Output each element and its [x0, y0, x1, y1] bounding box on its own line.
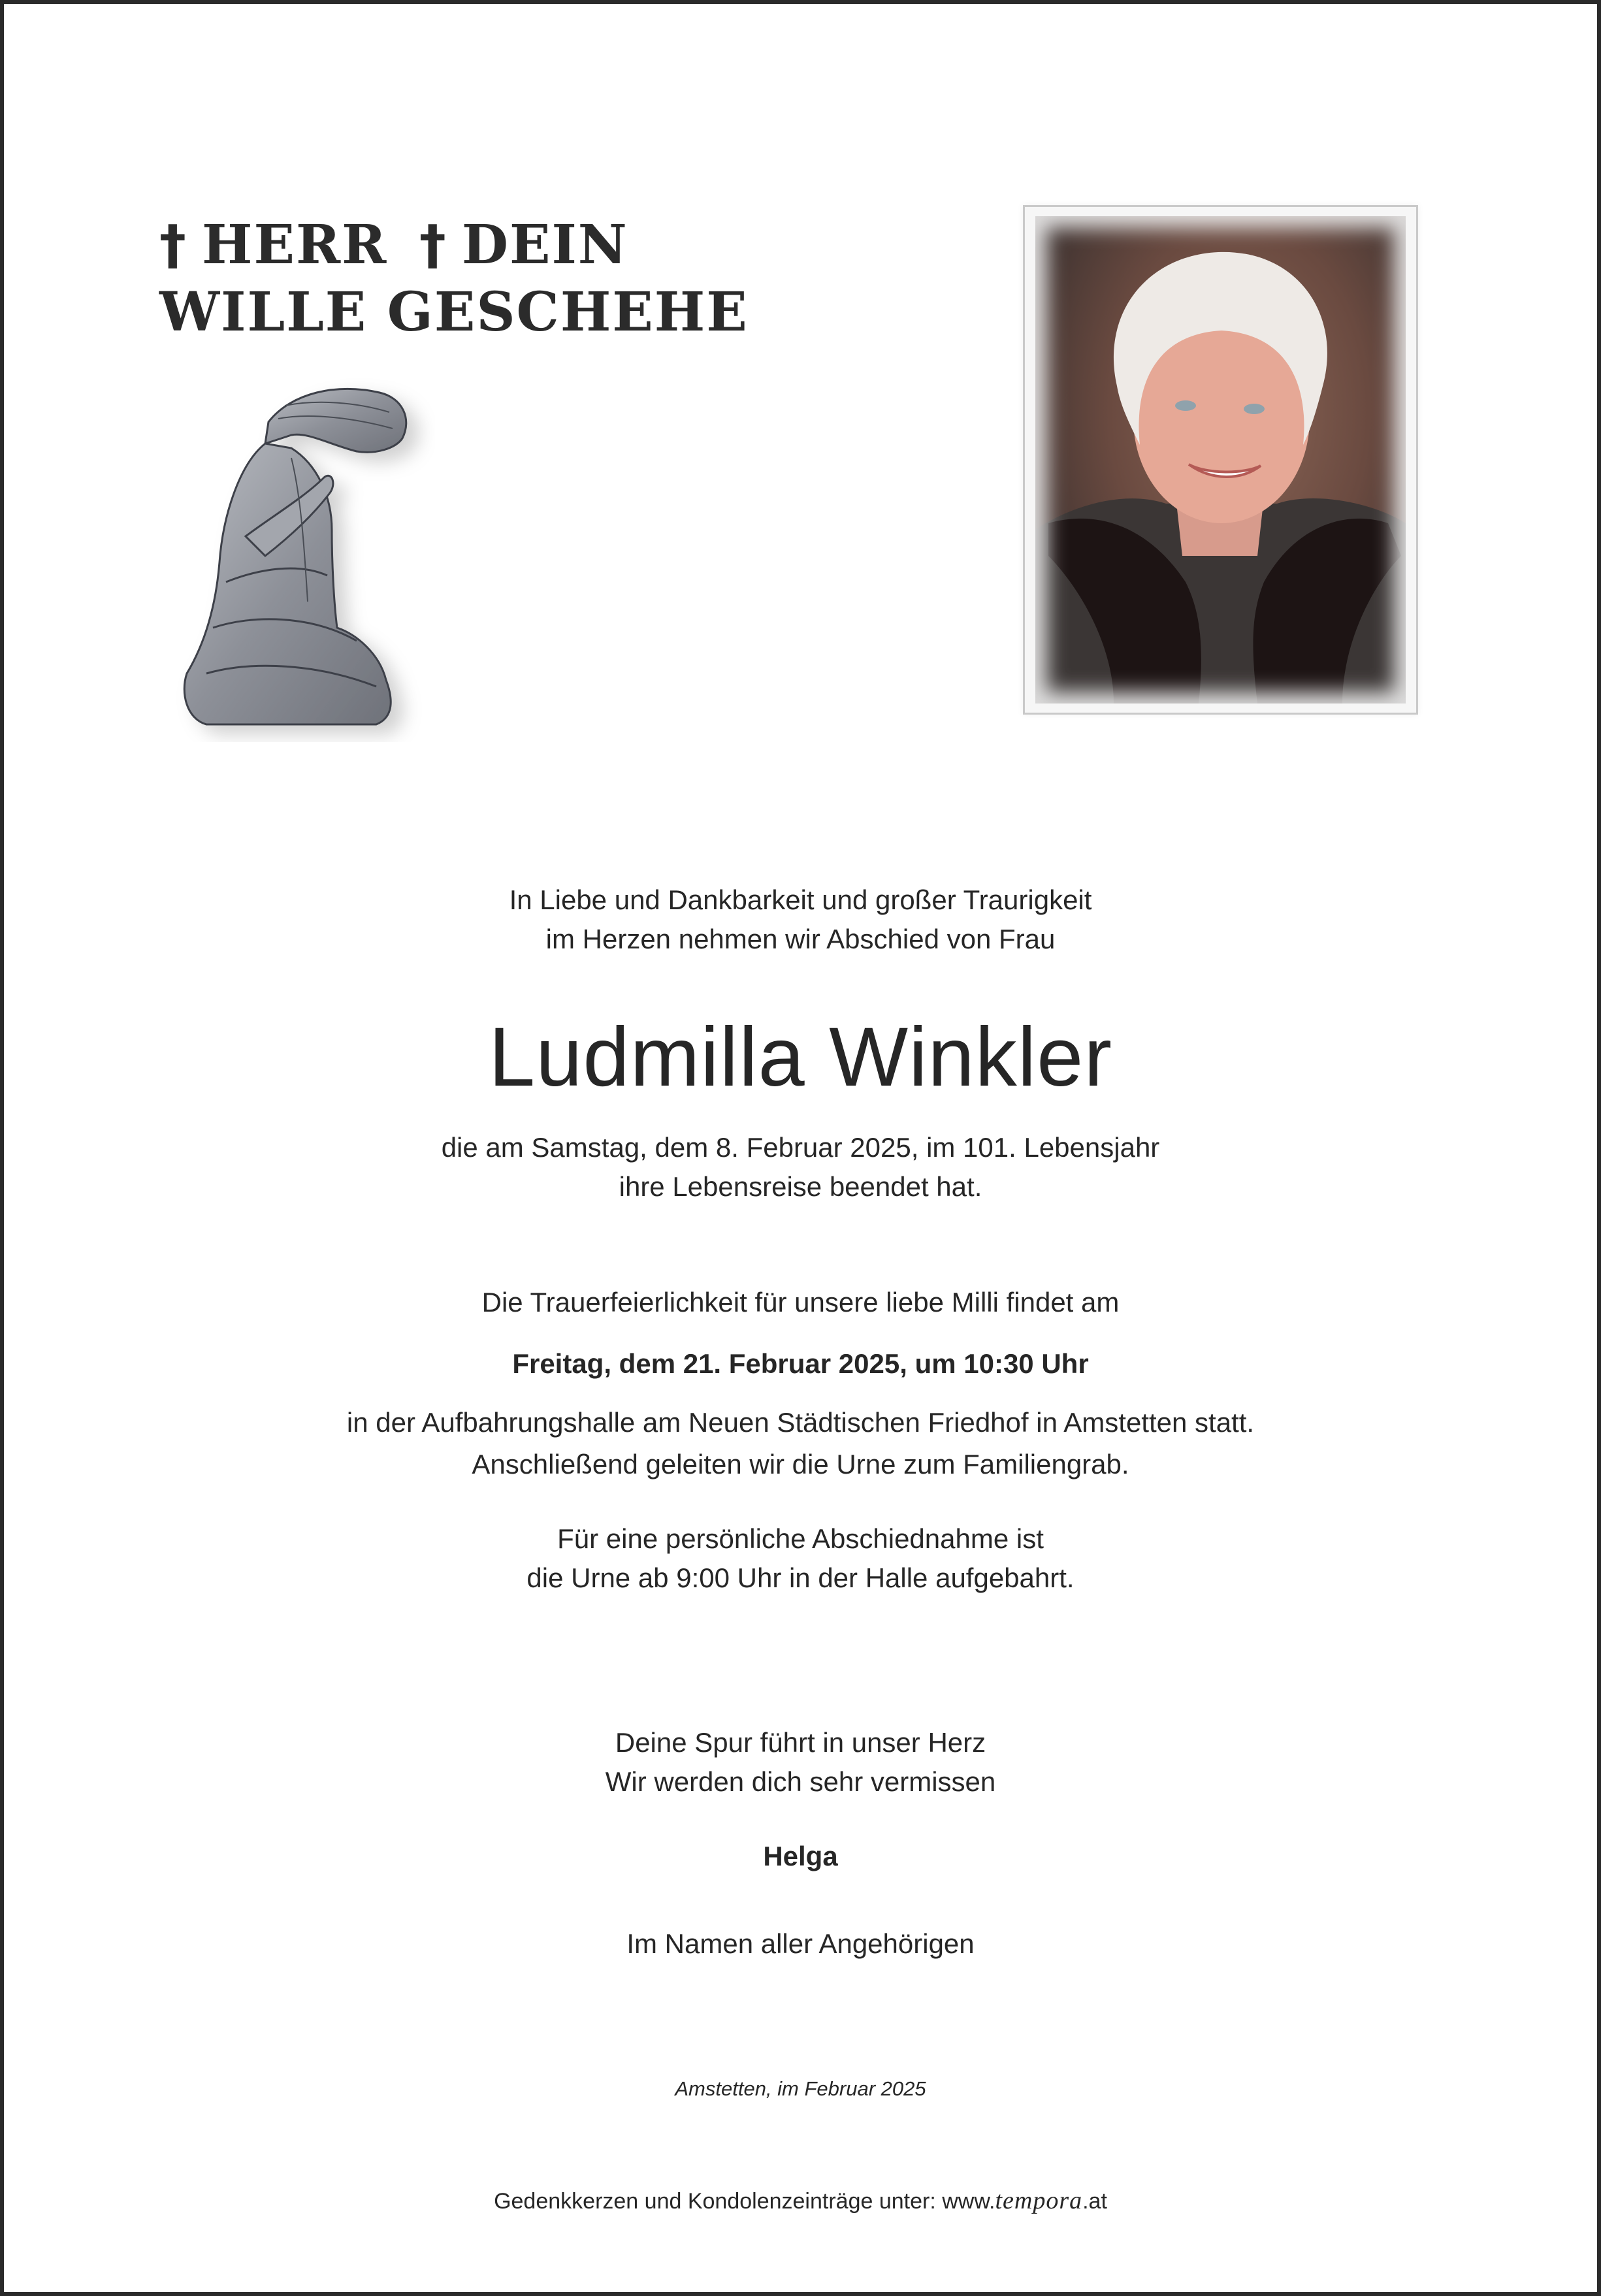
motto-word-herr: HERR — [202, 214, 388, 276]
footer-line — [8, 2186, 1593, 2216]
cross-icon: † — [419, 214, 447, 276]
motto-word-dein: DEIN — [461, 214, 628, 276]
portrait-icon — [1035, 216, 1406, 703]
intro-line-1: In Liebe und Dankbarkeit und großer Traurigkeit — [509, 884, 1092, 915]
death-line-1: die am Samstag, dem 8. Februar 2025, im 101. Lebensjahr — [441, 1132, 1160, 1163]
motto — [159, 212, 747, 346]
viewing-line-1: Für eine persönliche Abschiednahme ist — [557, 1523, 1044, 1554]
ceremony-after: Anschließend geleiten wir die Urne zum Familiengrab. — [472, 1449, 1129, 1479]
ceremony-intro: Die Trauerfeierlichkeit für unsere liebe Milli findet am — [481, 1287, 1120, 1318]
kneeling-mourner-illustration — [161, 366, 435, 742]
death-line-2: ihre Lebensreise beendet hat. — [619, 1171, 982, 1202]
farewell-line-2: Wir werden dich sehr vermissen — [605, 1766, 996, 1797]
ceremony-datetime: Freitag, dem 21. Februar 2025, um 10:30 Uhr — [512, 1348, 1089, 1379]
mourner-name: Helga — [763, 1841, 838, 1871]
statue-icon — [161, 366, 435, 742]
portrait-photo — [1035, 216, 1406, 703]
portrait-frame — [1023, 205, 1418, 715]
motto-line-2: WILLE GESCHEHE — [159, 281, 749, 344]
relatives-line: Im Namen aller Angehörigen — [626, 1928, 975, 1959]
ceremony-location: in der Aufbahrungshalle am Neuen Städtischen Friedhof in Amstetten statt. — [346, 1407, 1255, 1438]
footer-tld: .at — [1082, 2189, 1107, 2214]
viewing-line-2: die Urne ab 9:00 Uhr in der Halle aufgebahrt. — [526, 1562, 1075, 1593]
motto-line-1 — [159, 212, 747, 279]
footer-text: Gedenkkerzen und Kondolenzeinträge unter: www. — [494, 2189, 995, 2214]
cross-icon: † — [159, 214, 187, 276]
place-date: Amstetten, im Februar 2025 — [675, 2077, 926, 2100]
farewell-line-1: Deine Spur führt in unser Herz — [615, 1727, 986, 1758]
intro-line-2: im Herzen nehmen wir Abschied von Frau — [545, 924, 1056, 954]
tempora-link[interactable]: tempora — [995, 2187, 1083, 2214]
deceased-name: Ludmilla Winkler — [489, 1011, 1112, 1104]
